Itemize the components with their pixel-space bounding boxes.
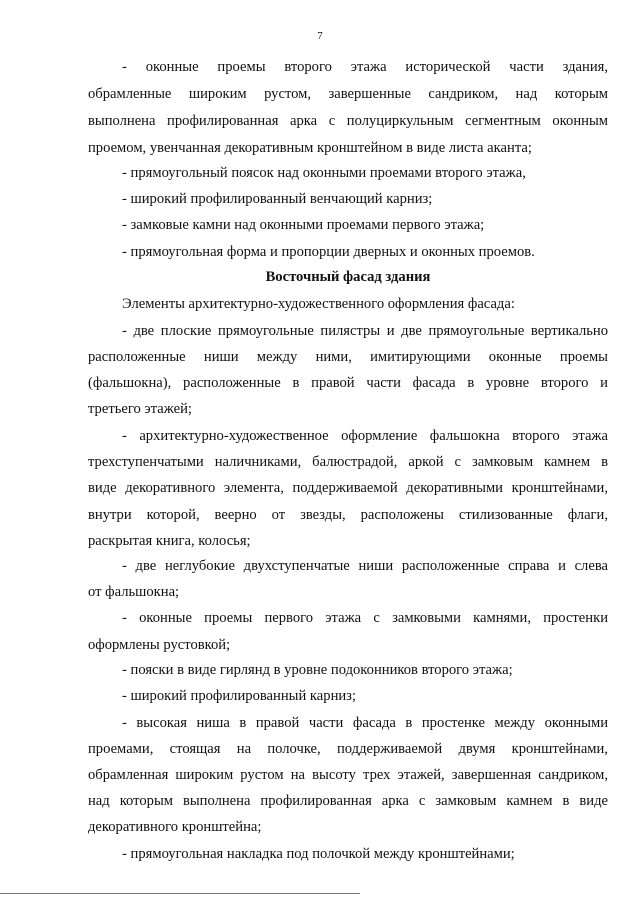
text-line: декоративного кронштейна; [88,819,262,835]
text-line: проемом, увенчанная декоративным кронштейном в виде листа аканта; [88,140,532,156]
text-line: обрамленные широким рустом, завершенные сандриком, над которым [88,86,608,102]
text-line: оформлены рустовкой; [88,637,231,653]
text-line: - прямоугольный поясок над оконными проемами второго этажа, [122,165,526,181]
text-line: - высокая ниша в правой части фасада в простенке между оконными [122,715,608,731]
text-line: - архитектурно-художественное оформление фальшокна второго этажа [122,428,608,444]
text-line: трехступенчатыми наличниками, балюстрадой, аркой с замковым камнем в [88,454,608,470]
text-line: проемами, стоящая на полочке, поддерживаемой двумя кронштейнами, [88,741,608,757]
text-line: - прямоугольная накладка под полочкой между кронштейнами; [122,846,515,862]
text-line: Элементы архитектурно-художественного оформления фасада: [122,296,515,312]
text-line: - оконные проемы второго этажа исторической части здания, [122,59,608,75]
text-line: обрамленная широким рустом на высоту трех этажей, завершенная сандриком, [88,767,608,783]
text-line: выполнена профилированная арка с полуциркульным сегментным оконным [88,113,608,129]
text-line: расположенные ниши между ними, имитирующими оконные проемы [88,349,608,365]
bottom-divider [0,893,360,894]
text-line: виде декоративного элемента, поддерживаемой декоративными кронштейнами, [88,480,608,496]
text-line: - пояски в виде гирлянд в уровне подоконников второго этажа; [122,662,513,678]
text-line: - две плоские прямоугольные пилястры и две прямоугольные вертикально [122,323,608,339]
text-line: - замковые камни над оконными проемами первого этажа; [122,217,485,233]
text-line: - две неглубокие двухступенчатые ниши расположенные справа и слева [122,558,608,574]
text-line: - прямоугольная форма и пропорции дверных и оконных проемов. [122,244,535,260]
text-line: раскрытая книга, колосья; [88,533,251,549]
text-line: - широкий профилированный венчающий карниз; [122,191,433,207]
text-line: - широкий профилированный карниз; [122,688,357,704]
text-line: третьего этажей; [88,401,192,417]
section-heading: Восточный фасад здания [265,269,431,285]
page-number: 7 [317,30,323,42]
text-line: (фальшокна), расположенные в правой части фасада в уровне второго и [88,375,608,391]
text-line: над которым выполнена профилированная арка с замковым камнем в виде [88,793,608,809]
text-line: - оконные проемы первого этажа с замковыми камнями, простенки [122,610,608,626]
text-line: от фальшокна; [88,584,180,600]
text-line: внутри которой, веерно от звезды, расположены стилизованные флаги, [88,507,608,523]
